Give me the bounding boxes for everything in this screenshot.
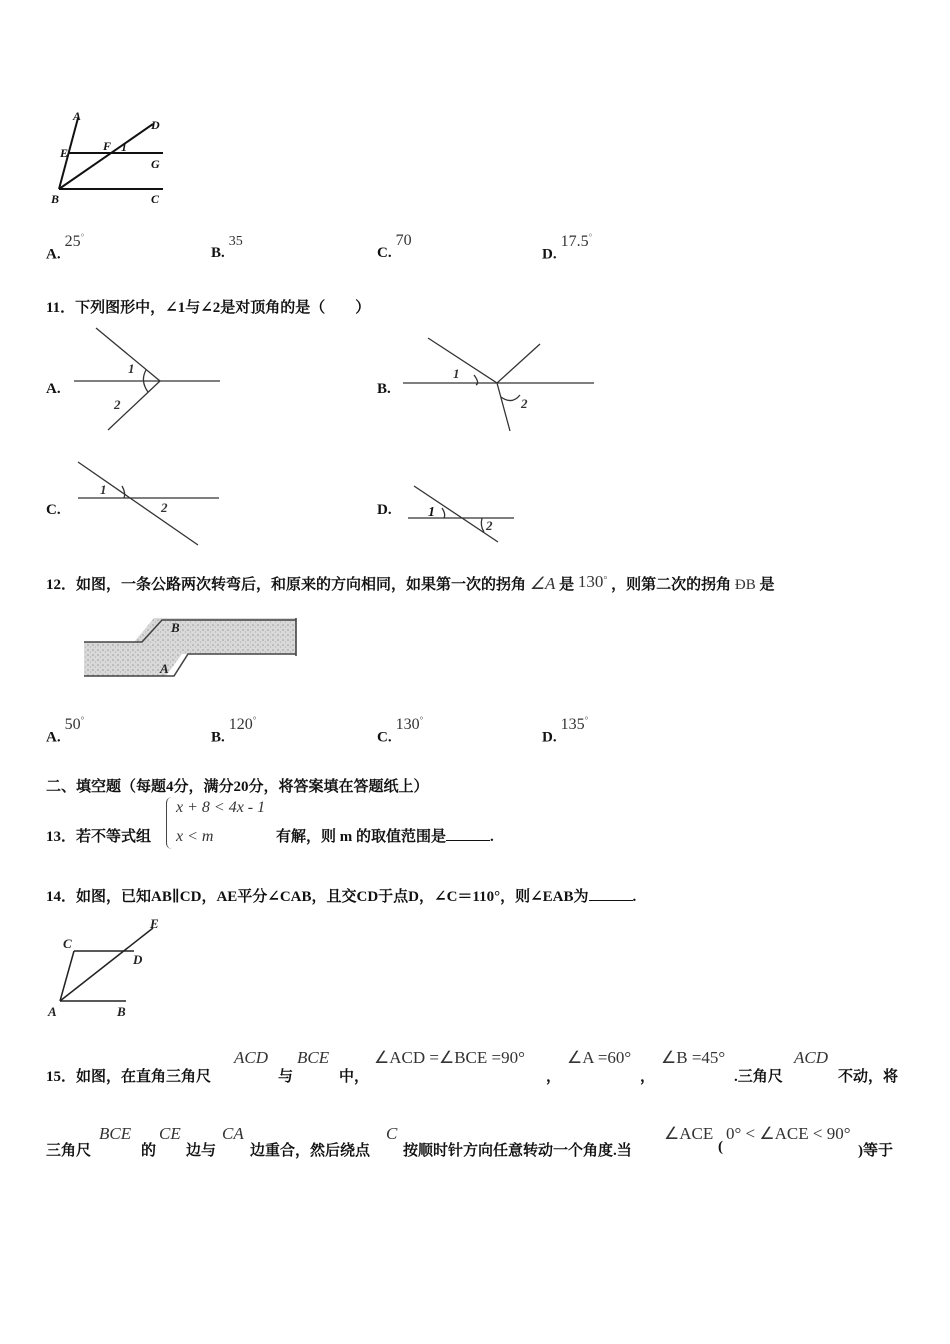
q15-c: C bbox=[386, 1124, 398, 1143]
q15-paren-close: )等于 bbox=[858, 1143, 893, 1159]
label-c: C bbox=[63, 936, 72, 951]
option-letter: C. bbox=[377, 729, 392, 746]
q15-bce2: BCE bbox=[99, 1124, 132, 1143]
q15-de: 的 bbox=[141, 1143, 157, 1159]
q12-option-d[interactable] bbox=[542, 715, 589, 746]
q14-stem bbox=[46, 885, 636, 906]
q11-figure-a bbox=[70, 325, 230, 435]
q12-option-b[interactable] bbox=[211, 715, 257, 746]
q10-option-c[interactable] bbox=[377, 232, 412, 262]
option-value: 70 bbox=[395, 232, 412, 249]
option-letter: C. bbox=[377, 245, 392, 261]
q15-bianyu: 边与 bbox=[186, 1143, 217, 1159]
angle-2-label: 2 bbox=[114, 397, 121, 412]
q15-ace: ∠ACE bbox=[664, 1124, 714, 1143]
q12-option-a[interactable] bbox=[46, 715, 85, 746]
option-letter: A. bbox=[46, 729, 61, 746]
section-2-title: 二、填空题（每题4分，满分20分，将答案填在答题纸上） bbox=[46, 779, 429, 795]
q15-p5: 按顺时针方向任意转动一个角度.当 bbox=[403, 1143, 632, 1159]
option-letter: B. bbox=[211, 245, 225, 261]
q14-text: 14．如图，已知AB∥CD，AE平分∠CAB，且交CD于点D，∠C＝110°，则∠EAB为 bbox=[46, 889, 589, 905]
option-value: 50 bbox=[64, 716, 81, 734]
q10-option-b[interactable] bbox=[211, 234, 243, 262]
q15-zhong: 中， bbox=[339, 1069, 370, 1085]
option-value: 120 bbox=[228, 716, 253, 734]
option-letter: A. bbox=[46, 246, 61, 263]
option-sup: ° bbox=[252, 715, 257, 725]
q10-option-d[interactable] bbox=[542, 232, 593, 263]
option-value: 17.5 bbox=[560, 233, 589, 251]
q11-option-a-letter[interactable]: A. bbox=[46, 381, 61, 397]
label-b: B bbox=[171, 620, 180, 635]
q15-yu: 与 bbox=[278, 1069, 294, 1085]
option-value: 25 bbox=[64, 233, 81, 251]
q15-p3: 不动，将 bbox=[838, 1069, 899, 1085]
q15-ce: CE bbox=[159, 1124, 181, 1143]
q15-l2a: 三角尺 bbox=[46, 1143, 92, 1159]
angle-1-label: 1 bbox=[128, 361, 135, 376]
q12-value: 130 bbox=[577, 572, 604, 591]
label-a: A bbox=[160, 661, 169, 676]
option-letter: D. bbox=[542, 729, 557, 746]
option-sup: ° bbox=[419, 715, 424, 725]
q13-end: . bbox=[490, 829, 494, 845]
q13-brace bbox=[166, 797, 173, 849]
label-e: E bbox=[150, 916, 159, 931]
label-b: B bbox=[51, 192, 60, 206]
q13-inequality-2: x < m bbox=[176, 828, 214, 845]
angle-1-label: 1 bbox=[453, 366, 460, 381]
q11-option-b-letter[interactable]: B. bbox=[377, 381, 391, 397]
q15-eq2: ∠A =60° bbox=[567, 1048, 632, 1067]
q13-prefix: 13．若不等式组 bbox=[46, 829, 152, 845]
q15-bce: BCE bbox=[297, 1048, 330, 1067]
q12-stem bbox=[46, 573, 775, 594]
q15-eq3: ∠B =45° bbox=[661, 1048, 726, 1067]
q15-p4: 边重合，然后绕点 bbox=[250, 1143, 371, 1159]
q12-angle-a: ∠A bbox=[529, 574, 556, 593]
option-letter: B. bbox=[211, 729, 225, 746]
label-a: A bbox=[73, 109, 82, 123]
q12-figure-road bbox=[82, 614, 302, 680]
q13-suffix-text: 有解，则 m 的取值范围是 bbox=[276, 829, 446, 845]
q12-option-c[interactable] bbox=[377, 715, 424, 746]
q15-comma2: ， bbox=[640, 1069, 656, 1085]
label-a: A bbox=[48, 1004, 57, 1019]
q15-ca: CA bbox=[222, 1124, 244, 1143]
label-b: B bbox=[117, 1004, 126, 1019]
q15-acd: ACD bbox=[234, 1048, 268, 1067]
q10-figure bbox=[45, 109, 175, 212]
q13-suffix bbox=[276, 825, 494, 846]
q13-answer-blank[interactable] bbox=[446, 839, 490, 841]
angle-1-label: 1 bbox=[428, 505, 435, 520]
q11-figure-b bbox=[400, 335, 600, 435]
q11-option-d-letter[interactable]: D. bbox=[377, 502, 392, 518]
angle-2-label: 2 bbox=[161, 500, 168, 515]
angle-2-label: 2 bbox=[521, 396, 528, 411]
q12-stem-a: 12．如图，一条公路两次转弯后，和原来的方向相同，如果第一次的拐角 bbox=[46, 577, 527, 593]
q15-paren-open: ( bbox=[718, 1139, 723, 1155]
angle-2-label: 2 bbox=[486, 518, 493, 533]
label-d: D bbox=[133, 952, 143, 967]
q15-p1: 15．如图，在直角三角尺 bbox=[46, 1069, 212, 1085]
q11-figure-c bbox=[70, 457, 230, 552]
q11-figure-d bbox=[402, 482, 522, 547]
label-d: D bbox=[151, 118, 160, 132]
q12-stem-b: ，则第二次的拐角 bbox=[611, 577, 732, 593]
label-c: C bbox=[151, 192, 160, 206]
q13-inequality-1: x + 8 < 4x - 1 bbox=[176, 799, 266, 816]
label-g: G bbox=[151, 157, 160, 171]
option-sup: ° bbox=[80, 232, 85, 242]
q14-end: . bbox=[632, 889, 637, 905]
q15-acd2: ACD bbox=[794, 1048, 828, 1067]
q10-option-a[interactable] bbox=[46, 232, 85, 263]
q11-option-c-letter[interactable]: C. bbox=[46, 502, 61, 518]
q14-answer-blank[interactable] bbox=[589, 899, 633, 901]
option-sup: ° bbox=[584, 715, 589, 725]
option-sup: ° bbox=[588, 232, 593, 242]
label-f: F bbox=[103, 139, 112, 153]
q14-figure bbox=[46, 912, 176, 1022]
q11-stem: 11．下列图形中，∠1与∠2是对顶角的是（ ） bbox=[46, 300, 371, 316]
q15-p2: .三角尺 bbox=[734, 1069, 783, 1085]
q12-deg: ° bbox=[603, 575, 608, 586]
angle-1-label: 1 bbox=[100, 482, 107, 497]
option-letter: D. bbox=[542, 246, 557, 263]
label-e: E bbox=[60, 146, 69, 160]
label-1: 1 bbox=[121, 140, 127, 154]
q15-comma1: ， bbox=[546, 1069, 562, 1085]
option-value: 135 bbox=[560, 716, 585, 734]
q12-angle-b: ÐB bbox=[734, 577, 756, 593]
q12-is: 是 bbox=[559, 577, 575, 593]
option-sup: ° bbox=[80, 715, 85, 725]
q15-eq1: ∠ACD =∠BCE =90° bbox=[374, 1048, 525, 1067]
q12-is2: 是 bbox=[759, 577, 775, 593]
option-value: 130 bbox=[395, 716, 420, 734]
q15-range: 0° < ∠ACE < 90° bbox=[726, 1124, 851, 1143]
option-value: 35 bbox=[228, 234, 243, 249]
